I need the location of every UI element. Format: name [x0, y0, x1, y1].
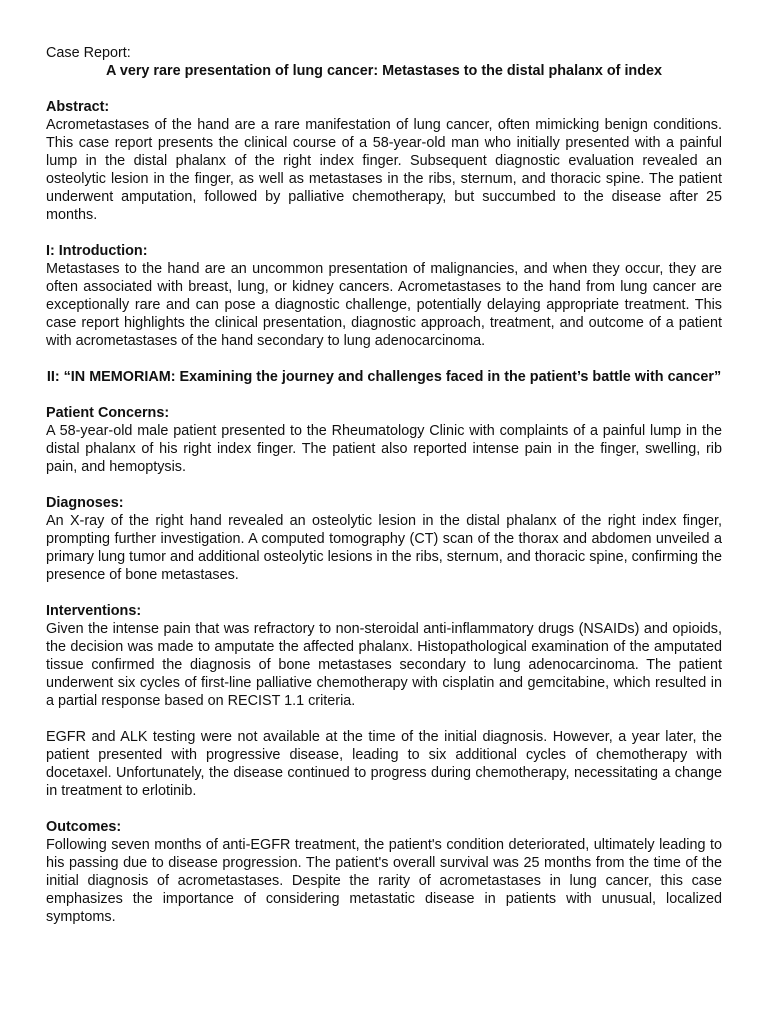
introduction-text: Metastases to the hand are an uncommon presentation of malignancies, and when they occur, they are often associated with breast, lung, or kidney cancers. Acrometastases to the hand from lung cancer are exceptionally rare and can pose a diagnostic challenge, potentially delaying appropriate treatment. This case report highlights the clinical presentation, diagnostic approach, treatment, and outcome of a patient with acrometastases of the hand secondary to lung adenocarcinoma.: [46, 261, 722, 349]
spacer: [46, 710, 722, 728]
patient-concerns-text: A 58-year-old male patient presented to the Rheumatology Clinic with complaints of a painful lump in the distal phalanx of his right index finger. The patient also reported intense pain in the finger, swelling, rib pain, and hemoptysis.: [46, 423, 722, 475]
document-page: [46, 44, 722, 926]
patient-concerns-section: [46, 404, 722, 476]
case-report-label: Case Report:: [46, 45, 131, 61]
spacer: [46, 386, 722, 404]
introduction-heading: I: Introduction:: [46, 243, 148, 259]
interventions-text: Given the intense pain that was refractory to non-steroidal anti-inflammatory drugs (NSAIDs) and opioids, the decision was made to amputate the affected phalanx. Histopathological examination of the amputated tissue confirmed the diagnosis of bone metastases secondary to lung adenocarcinoma. The patient underwent six cycles of first-line palliative chemotherapy with cisplatin and gemcitabine, which resulted in a partial response based on RECIST 1.1 criteria.: [46, 621, 722, 709]
spacer: [46, 350, 722, 368]
spacer: [46, 584, 722, 602]
spacer: [46, 476, 722, 494]
interventions-section: [46, 602, 722, 800]
outcomes-section: [46, 818, 722, 926]
outcomes-text: Following seven months of anti-EGFR treatment, the patient's condition deteriorated, ultimately leading to his passing due to disease progression. The patient's overall survival was 25 months from the time of the initial diagnosis of acrometastases. Despite the rarity of acrometastases in lung cancer, this case emphasizes the importance of considering metastatic disease in patients with unusual, localized symptoms.: [46, 837, 722, 925]
outcomes-heading: Outcomes:: [46, 819, 122, 835]
interventions-text-2: EGFR and ALK testing were not available at the time of the initial diagnosis. However, a year later, the patient presented with progressive disease, leading to six additional cycles of chemotherapy with docetaxel. Unfortunately, the disease continued to progress during chemotherapy, necessitating a change in treatment to erlotinib.: [46, 729, 722, 799]
document-title: A very rare presentation of lung cancer: Metastases to the distal phalanx of index: [105, 63, 663, 79]
spacer: [46, 80, 722, 98]
patient-concerns-heading: Patient Concerns:: [46, 405, 170, 421]
memoriam-heading: II: “IN MEMORIAM: Examining the journey and challenges faced in the patient’s battle with cancer”: [46, 369, 722, 385]
spacer: [46, 800, 722, 818]
abstract-heading: Abstract:: [46, 99, 110, 115]
diagnoses-heading: Diagnoses:: [46, 495, 124, 511]
introduction-section: [46, 242, 722, 350]
interventions-heading: Interventions:: [46, 603, 142, 619]
abstract-text: Acrometastases of the hand are a rare manifestation of lung cancer, often mimicking benign conditions. This case report presents the clinical course of a 58-year-old man who initially presented with a painful lump in the distal phalanx of the right index finger. Subsequent diagnostic evaluation revealed an osteolytic lesion in the finger, as well as metastases in the ribs, sternum, and thoracic spine. The patient underwent amputation, followed by palliative chemotherapy, but succumbed to the disease after 25 months.: [46, 117, 722, 223]
abstract-section: [46, 98, 722, 224]
diagnoses-text: An X-ray of the right hand revealed an osteolytic lesion in the distal phalanx of the right index finger, prompting further investigation. A computed tomography (CT) scan of the thorax and abdomen unveiled a primary lung tumor and additional osteolytic lesions in the ribs, sternum, and thoracic spine, confirming the presence of bone metastases.: [46, 513, 722, 583]
spacer: [46, 224, 722, 242]
diagnoses-section: [46, 494, 722, 584]
